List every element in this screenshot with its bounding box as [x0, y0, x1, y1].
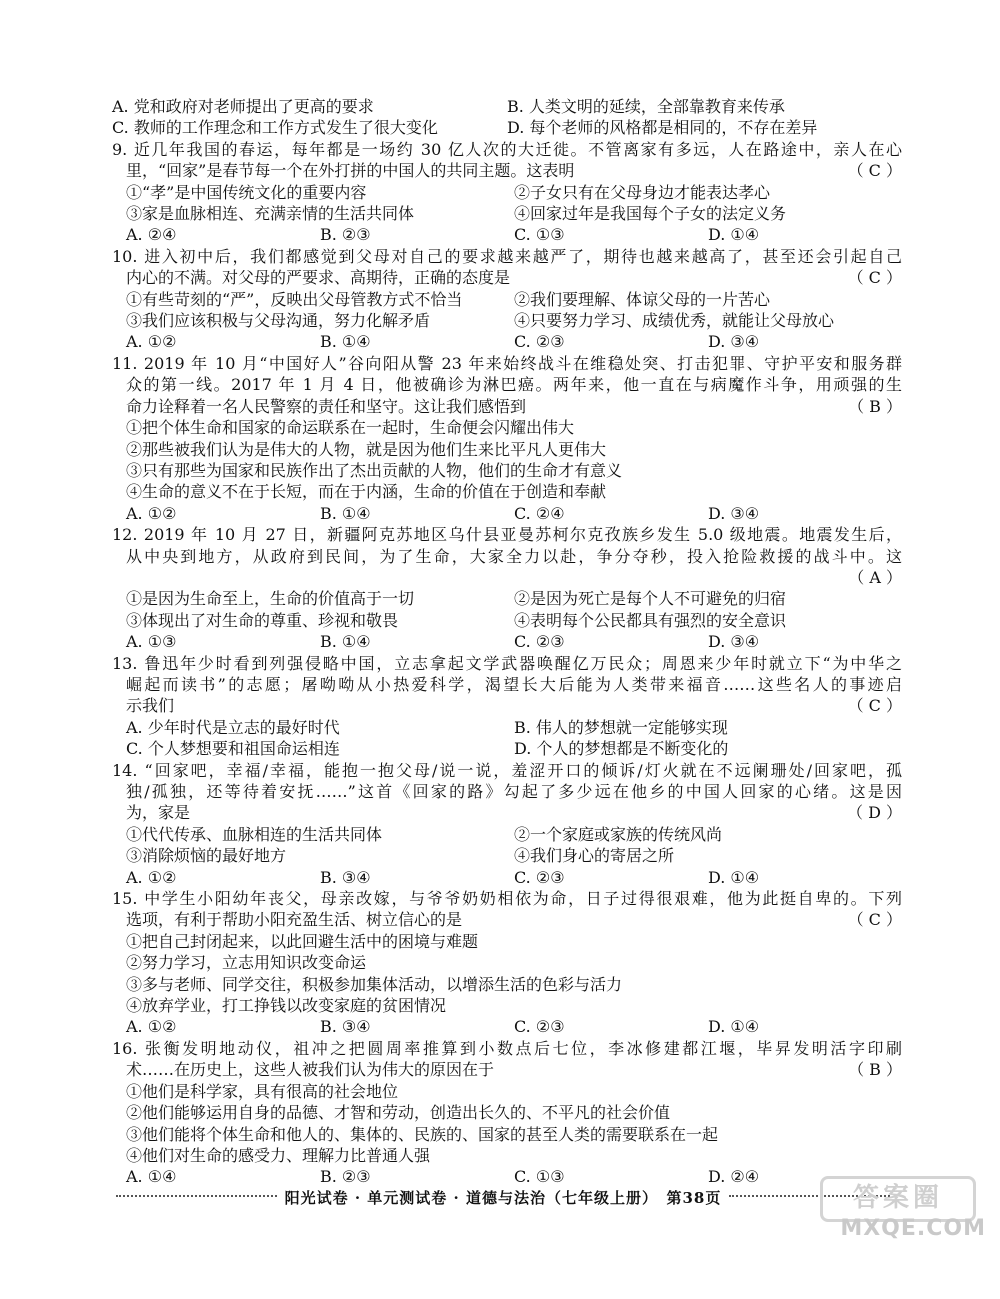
q14-item-3: ③消除烦恼的最好地方	[126, 846, 287, 866]
q11-item-4: ④生命的意义不在于长短，而在于内涵，生命的价值在于创造和奉献	[126, 482, 607, 502]
q11-stem-line-3	[112, 396, 902, 417]
q9-item-4: ④回家过年是我国每个子女的法定义务	[514, 204, 787, 224]
q12-stem-line-1: 12. 2019 年 10 月 27 日，新疆阿克苏地区乌什县亚曼苏柯尔克孜族乡发生 5.0 级地震。地震发生后，	[112, 525, 902, 545]
q9-item-2: ②子女只有在父母身边才能表达孝心	[514, 182, 771, 202]
q12-item-2: ②是因为死亡是每个人不可避免的归宿	[514, 589, 787, 609]
q10-item-3: ③我们应该积极与父母沟通，努力化解矛盾	[126, 311, 431, 331]
footer-dots-left	[116, 1195, 277, 1197]
q10-choice-b: B. ①④	[320, 332, 371, 352]
q11-stem-line-1: 11. 2019 年 10 月“中国好人”谷向阳从警 23 年来始终战斗在维稳处突、打击犯罪、守护平安和服务群	[112, 353, 902, 373]
q12-choice-b: B. ①④	[320, 632, 371, 652]
footer-text: 阳光试卷 · 单元测试卷 · 道德与法治（七年级上册） 第38页	[284, 1189, 722, 1207]
q13-stem-line-2: 崛起而读书”的志愿；屠呦呦从小热爱科学，渴望长大后能为人类带来福音……这些名人的事迹启	[126, 674, 902, 694]
question-14	[112, 760, 902, 888]
q14-choice-a: A. ①②	[126, 867, 177, 887]
q12-choices	[112, 631, 902, 652]
q12-choice-c: C. ②③	[514, 632, 565, 652]
q8-options-row-1	[112, 96, 902, 117]
q14-choices	[112, 867, 902, 888]
q13-answer: （ C ）	[847, 696, 902, 716]
question-11	[112, 353, 902, 524]
q13-option-d: D. 个人的梦想都是不断变化的	[514, 739, 729, 759]
q12-answer: （ A ）	[848, 567, 902, 587]
q15-choice-b: B. ③④	[320, 1017, 371, 1037]
question-13	[112, 653, 902, 760]
q8-option-d: D. 每个老师的风格都是相同的，不存在差异	[507, 118, 818, 138]
q10-choice-a: A. ①②	[126, 332, 177, 352]
q16-answer: （ B ）	[848, 1060, 902, 1080]
q16-item-4: ④他们对生命的感受力、理解力比普通人强	[126, 1145, 431, 1165]
q11-item-1: ①把个体生命和国家的命运联系在一起时，生命便会闪耀出伟大	[126, 418, 575, 438]
q10-item-4: ④只要努力学习、成绩优秀，就能让父母放心	[514, 311, 835, 331]
q13-option-a: A. 少年时代是立志的最好时代	[126, 717, 340, 737]
q16-choice-b: B. ②③	[320, 1167, 371, 1187]
q15-item-3: ③多与老师、同学交往，积极参加集体活动，以增添生活的色彩与活力	[126, 974, 623, 994]
q10-items-row-2	[112, 310, 902, 331]
q14-stem-text: 为，家是	[126, 803, 191, 823]
q11-choices	[112, 503, 902, 524]
q11-choice-c: C. ②④	[514, 503, 565, 523]
q12-choice-d: D. ③④	[708, 632, 760, 652]
q11-choice-a: A. ①②	[126, 503, 177, 523]
q14-choice-d: D. ①④	[708, 867, 760, 887]
q14-choice-c: C. ②③	[514, 867, 565, 887]
q8-options-row-2	[112, 117, 902, 138]
q9-items-row-1	[112, 182, 902, 203]
q14-item-1: ①代代传承、血脉相连的生活共同体	[126, 824, 383, 844]
q16-item-2: ②他们能够运用自身的品德、才智和劳动，创造出长久的、不平凡的社会价值	[126, 1103, 671, 1123]
q12-answer-line	[112, 567, 902, 588]
q12-choice-a: A. ①③	[126, 632, 177, 652]
q16-choice-c: C. ①③	[514, 1167, 565, 1187]
q16-choice-a: A. ①④	[126, 1167, 177, 1187]
q11-answer: （ B ）	[848, 396, 902, 416]
q13-stem-text: 示我们	[126, 696, 175, 716]
q8-option-c: C. 教师的工作理念和工作方式发生了很大变化	[112, 118, 438, 138]
q11-choice-d: D. ③④	[708, 503, 760, 523]
q15-item-4: ④放弃学业，打工挣钱以改变家庭的贫困情况	[126, 996, 447, 1016]
q13-stem-line-3	[112, 695, 902, 716]
q9-items-row-2	[112, 203, 902, 224]
q14-items-row-2	[112, 845, 902, 866]
q16-choice-d: D. ②④	[708, 1167, 760, 1187]
question-16	[112, 1038, 902, 1188]
q11-item-2: ②那些被我们认为是伟大的人物，就是因为他们生来比平凡人更伟大	[126, 439, 607, 459]
q14-choice-b: B. ③④	[320, 867, 371, 887]
q11-item-3: ③只有那些为国家和民族作出了杰出贡献的人物，他们的生命才有意义	[126, 460, 623, 480]
q16-stem-line-1: 16. 张衡发明地动仪，祖冲之把圆周率推算到小数点后七位，李冰修建都江堰，毕昇发明活字印刷	[112, 1038, 902, 1058]
q12-items-row-1	[112, 588, 902, 609]
q9-stem-line-2	[112, 160, 902, 181]
q13-stem-line-1: 13. 鲁迅年少时看到列强侵略中国，立志拿起文学武器唤醒亿万民众；周恩来少年时就立下“为中华之	[112, 653, 902, 673]
q15-stem-text: 选项，有利于帮助小阳充盈生活、树立信心的是	[126, 910, 463, 930]
q14-item-2: ②一个家庭或家族的传统风尚	[514, 824, 723, 844]
q12-stem-line-2: 从中央到地方，从政府到民间，为了生命，大家全力以赴，争分夺秒，投入抢险救援的战斗中。这	[126, 546, 902, 566]
q13-options-row-2	[112, 738, 902, 759]
q12-item-3: ③体现出了对生命的尊重、珍视和敬畏	[126, 610, 399, 630]
exam-page	[112, 96, 902, 1188]
q9-choices	[112, 224, 902, 245]
q9-choice-b: B. ②③	[320, 225, 371, 245]
q15-choice-a: A. ①②	[126, 1017, 177, 1037]
watermark-site: MXQE.COM	[840, 1216, 986, 1241]
q14-stem-line-3	[112, 802, 902, 823]
q10-choice-c: C. ②③	[514, 332, 565, 352]
q13-options-row-1	[112, 717, 902, 738]
question-10	[112, 246, 902, 353]
q16-choices	[112, 1166, 902, 1187]
q15-stem-line-1: 15. 中学生小阳幼年丧父，母亲改嫁，与爷爷奶奶相依为命，日子过得很艰难，他为此挺自卑的。下列	[112, 889, 902, 909]
q9-choice-c: C. ①③	[514, 225, 565, 245]
q14-stem-line-1: 14. “回家吧，幸福/幸福，能抱一抱父母/说一说，羞涩开口的倾诉/灯火就在不远阑珊处/回家吧，孤	[112, 760, 902, 780]
q16-stem-text: 术……在历史上，这些人被我们认为伟大的原因在于	[126, 1060, 495, 1080]
q15-choice-d: D. ①④	[708, 1017, 760, 1037]
q8-option-a: A. 党和政府对老师提出了更高的要求	[112, 97, 374, 116]
q9-answer: （ C ）	[847, 161, 902, 181]
q15-item-1: ①把自己封闭起来，以此回避生活中的困境与难题	[126, 931, 479, 951]
question-15	[112, 888, 902, 1038]
q10-choice-d: D. ③④	[708, 332, 760, 352]
q13-option-c: C. 个人梦想要和祖国命运相连	[126, 739, 340, 759]
question-12	[112, 524, 902, 652]
q10-item-2: ②我们要理解、体谅父母的一片苦心	[514, 289, 771, 309]
q11-stem-line-2: 众的第一线。2017 年 1 月 4 日，他被确诊为淋巴癌。两年来，他一直在与病魔作斗争，用顽强的生	[126, 375, 902, 395]
q9-item-3: ③家是血脉相连、充满亲情的生活共同体	[126, 204, 415, 224]
q9-stem-line-1: 9. 近几年我国的春运，每年都是一场约 30 亿人次的大迁徙。不管离家有多远，人在路途中，亲人在心	[112, 139, 902, 159]
q15-answer: （ C ）	[847, 910, 902, 930]
q9-stem-text: 里，“回家”是春节每一个在外打拼的中国人的共同主题。这表明	[126, 161, 575, 181]
q13-option-b: B. 伟人的梦想就一定能够实现	[514, 717, 728, 737]
q12-item-4: ④表明每个公民都具有强烈的安全意识	[514, 610, 787, 630]
q15-item-2: ②努力学习，立志用知识改变命运	[126, 953, 367, 973]
q15-choice-c: C. ②③	[514, 1017, 565, 1037]
q12-item-1: ①是因为生命至上，生命的价值高于一切	[126, 589, 415, 609]
q10-stem-line-2	[112, 267, 902, 288]
watermark-seal: 答案圈	[820, 1176, 976, 1222]
q16-item-1: ①他们是科学家，具有很高的社会地位	[126, 1081, 399, 1101]
q14-stem-line-2: 独/孤独，还等待着安抚……”这首《回家的路》勾起了多少远在他乡的中国人回家的心绪。这是因	[126, 782, 902, 801]
q14-items-row-1	[112, 824, 902, 845]
q15-choices	[112, 1016, 902, 1037]
question-9	[112, 139, 902, 246]
q10-item-1: ①有些苛刻的“严”，反映出父母管教方式不恰当	[126, 289, 463, 309]
q14-item-4: ④我们身心的寄居之所	[514, 846, 675, 866]
q11-choice-b: B. ①④	[320, 503, 371, 523]
q10-answer: （ C ）	[847, 268, 902, 288]
page-footer	[108, 1188, 898, 1209]
q15-stem-line-2	[112, 909, 902, 930]
q8-option-b: B. 人类文明的延续，全部靠教育来传承	[507, 97, 785, 116]
q9-item-1: ①“孝”是中国传统文化的重要内容	[126, 182, 367, 202]
q10-stem-line-1: 10. 进入初中后，我们都感觉到父母对自己的要求越来越严了，期待也越来越高了，甚至还会引起自己	[112, 246, 902, 266]
q10-choices	[112, 331, 902, 352]
q10-items-row-1	[112, 289, 902, 310]
q12-items-row-2	[112, 610, 902, 631]
q11-stem-text: 命力诠释着一名人民警察的责任和坚守。这让我们感悟到	[126, 396, 527, 416]
q16-stem-line-2	[112, 1059, 902, 1080]
q16-item-3: ③他们能将个体生命和他人的、集体的、民族的、国家的甚至人类的需要联系在一起	[126, 1124, 719, 1144]
q14-answer: （ D ）	[846, 803, 902, 823]
q9-choice-d: D. ①④	[708, 225, 760, 245]
q9-choice-a: A. ②④	[126, 225, 177, 245]
q10-stem-text: 内心的不满。对父母的严要求、高期待，正确的态度是	[126, 268, 511, 288]
